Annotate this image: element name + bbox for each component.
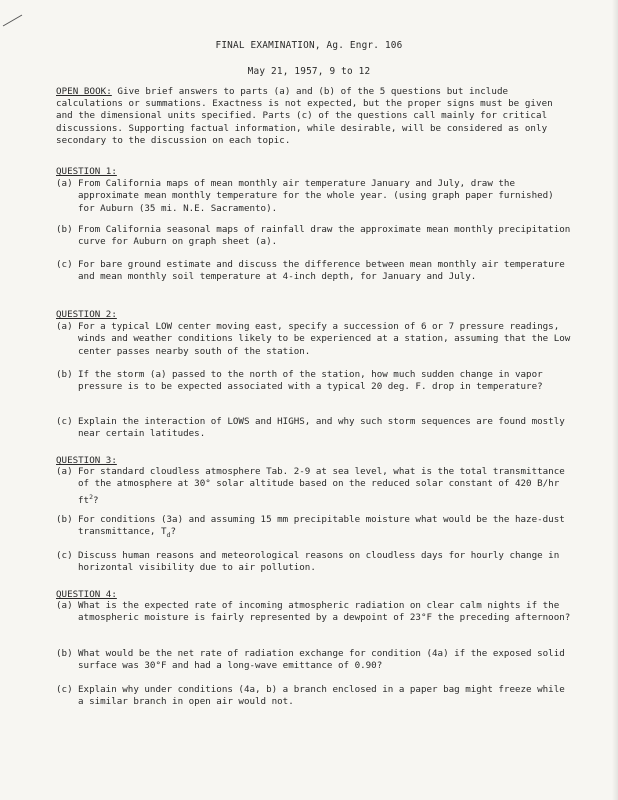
part-text: Discuss human reasons and meteorological reasons on cloudless days for hourly change in horizontal visibility due to air pollution. <box>78 550 560 574</box>
question-1-part-c <box>56 259 574 284</box>
part-tag: (b) <box>56 369 73 380</box>
question-2-part-a <box>56 321 574 358</box>
part-tag: (b) <box>56 648 73 659</box>
part-text: Explain the interaction of LOWS and HIGHS, and why such storm sequences are found mostly near certain latitudes. <box>78 416 565 440</box>
part-text-end: ? <box>93 494 99 506</box>
part-text-end: ? <box>170 526 176 538</box>
question-3-part-b <box>56 514 574 542</box>
part-tag: (a) <box>56 178 73 189</box>
question-3-part-c <box>56 550 574 575</box>
part-tag: (b) <box>56 514 73 525</box>
question-2-part-c <box>56 416 574 441</box>
part-text: If the storm (a) passed to the north of the station, how much sudden change in vapor pressure is to be expected associated with a typical 20 deg. F. drop in temperature? <box>78 369 543 393</box>
question-2-part-b <box>56 369 574 394</box>
question-1-part-a <box>56 178 574 215</box>
part-text: Explain why under conditions (4a, b) a branch enclosed in a paper bag might freeze while a similar branch in open air would not. <box>78 684 565 708</box>
instructions-text: Give brief answers to parts (a) and (b) of the 5 questions but include calculations or summations. Exactness is not expected, but the proper signs must be given and the dimensional units specified. Parts (c) of the questions call mainly for critical discussions. Supporting factual information, while desirable, will be considered as only secondary to the discussion on each topic. <box>56 86 553 146</box>
part-text: For bare ground estimate and discuss the difference between mean monthly air temperature and mean monthly soil temperature at 4-inch depth, for January and July. <box>78 259 565 283</box>
part-tag: (c) <box>56 684 73 695</box>
question-3-heading: QUESTION 3: <box>56 455 117 466</box>
question-1-part-b <box>56 224 574 249</box>
question-1-heading: QUESTION 1: <box>56 166 117 177</box>
part-tag: (a) <box>56 466 73 477</box>
pen-mark-icon <box>2 14 24 28</box>
part-tag: (c) <box>56 259 73 270</box>
page-edge-shadow <box>612 0 618 800</box>
part-text: For standard cloudless atmosphere Tab. 2-9 at sea level, what is the total transmittance of the atmosphere at 30° solar altitude based on the reduced solar constant of 420 B/hr ft <box>78 466 565 506</box>
instructions-lead: OPEN BOOK: <box>56 86 112 97</box>
part-tag: (c) <box>56 550 73 561</box>
part-text: What is the expected rate of incoming atmospheric radiation on clear calm nights if the atmospheric moisture is fairly represented by a dewpoint of 23°F the preceding afternoon? <box>78 600 571 624</box>
part-tag: (a) <box>56 600 73 611</box>
question-3-part-a <box>56 466 574 507</box>
part-text: From California seasonal maps of rainfall draw the approximate mean monthly precipitation curve for Auburn on graph sheet (a). <box>78 224 571 248</box>
question-2-heading: QUESTION 2: <box>56 309 117 320</box>
subscript-d: d <box>166 531 171 540</box>
question-4-part-b <box>56 648 574 673</box>
part-text: For conditions (3a) and assuming 15 mm precipitable moisture what would be the haze-dust transmittance, T <box>78 514 565 538</box>
part-text: For a typical LOW center moving east, specify a succession of 6 or 7 pressure readings, winds and weather conditions likely to be experienced at a station, assuming that the Low center passes nearby south of the station. <box>78 321 571 357</box>
part-text: From California maps of mean monthly air temperature January and July, draw the approximate mean monthly temperature for the whole year. (using graph paper furnished) for Auburn (35 mi. N.E. Sacramento). <box>78 178 554 214</box>
question-4-part-c <box>56 684 574 709</box>
exam-title: FINAL EXAMINATION, Ag. Engr. 106 <box>215 40 403 51</box>
question-4-part-a <box>56 600 574 625</box>
part-tag: (a) <box>56 321 73 332</box>
part-text: What would be the net rate of radiation exchange for condition (4a) if the exposed solid surface was 30°F and had a long-wave emittance of 0.90? <box>78 648 565 672</box>
superscript-2: 2 <box>89 492 93 501</box>
exam-date: May 21, 1957, 9 to 12 <box>247 66 371 77</box>
instructions <box>56 86 571 147</box>
part-tag: (c) <box>56 416 73 427</box>
question-4-heading: QUESTION 4: <box>56 589 117 600</box>
part-tag: (b) <box>56 224 73 235</box>
